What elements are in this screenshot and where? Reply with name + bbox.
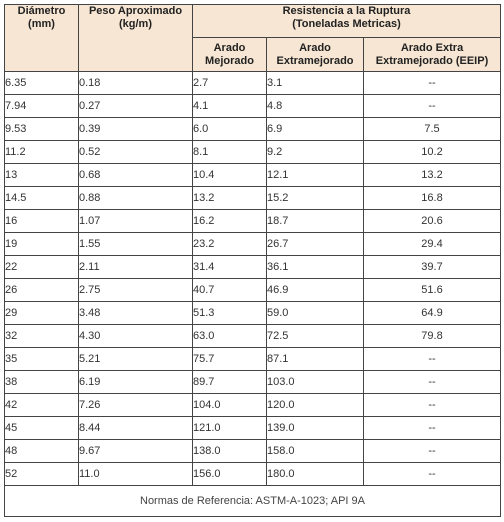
diameter-cell: 48 — [5, 440, 79, 463]
arado-extramejorado-cell: 139.0 — [267, 417, 364, 440]
arado-eeip-cell: 10.2 — [364, 141, 501, 164]
arado-mejorado-cell: 156.0 — [193, 463, 267, 486]
arado-extramejorado-cell: 36.1 — [267, 256, 364, 279]
table-row — [5, 187, 501, 210]
spec-table-container — [4, 4, 500, 517]
header-resistencia-unit: (Toneladas Metricas) — [292, 18, 401, 30]
arado-extramejorado-cell: 87.1 — [267, 348, 364, 371]
weight-cell: 0.39 — [79, 118, 193, 141]
header-resistencia — [193, 5, 501, 38]
weight-cell: 0.68 — [79, 164, 193, 187]
table-row — [5, 394, 501, 417]
table-row — [5, 302, 501, 325]
arado-mejorado-cell: 104.0 — [193, 394, 267, 417]
header-sub3-line2: Extramejorado (EEIP) — [375, 54, 489, 67]
table-row — [5, 95, 501, 118]
arado-eeip-cell: -- — [364, 440, 501, 463]
arado-mejorado-cell: 89.7 — [193, 371, 267, 394]
weight-cell: 5.21 — [79, 348, 193, 371]
diameter-cell: 42 — [5, 394, 79, 417]
arado-eeip-cell: -- — [364, 371, 501, 394]
table-row — [5, 463, 501, 486]
weight-cell: 2.75 — [79, 279, 193, 302]
weight-cell: 0.88 — [79, 187, 193, 210]
arado-eeip-cell: 7.5 — [364, 118, 501, 141]
arado-extramejorado-cell: 3.1 — [267, 72, 364, 95]
diameter-cell: 19 — [5, 233, 79, 256]
header-arado-extramejorado — [267, 38, 364, 72]
diameter-cell: 35 — [5, 348, 79, 371]
arado-mejorado-cell: 13.2 — [193, 187, 267, 210]
header-peso — [79, 5, 193, 72]
arado-eeip-cell: -- — [364, 348, 501, 371]
arado-extramejorado-cell: 12.1 — [267, 164, 364, 187]
arado-mejorado-cell: 40.7 — [193, 279, 267, 302]
arado-mejorado-cell: 10.4 — [193, 164, 267, 187]
weight-cell: 11.0 — [79, 463, 193, 486]
table-row — [5, 348, 501, 371]
diameter-cell: 9.53 — [5, 118, 79, 141]
table-body — [5, 72, 501, 486]
weight-cell: 0.27 — [79, 95, 193, 118]
diameter-cell: 7.94 — [5, 95, 79, 118]
header-sub1-line2: Mejorado — [205, 54, 254, 67]
header-peso-unit: (kg/m) — [119, 18, 152, 30]
header-row-main — [5, 5, 501, 38]
header-resistencia-label: Resistencia a la Ruptura — [282, 5, 411, 17]
arado-extramejorado-cell: 4.8 — [267, 95, 364, 118]
weight-cell: 2.11 — [79, 256, 193, 279]
arado-mejorado-cell: 138.0 — [193, 440, 267, 463]
arado-mejorado-cell: 6.0 — [193, 118, 267, 141]
reference-norms: Normas de Referencia: ASTM-A-1023; API 9A — [5, 486, 501, 517]
arado-eeip-cell: 20.6 — [364, 210, 501, 233]
arado-extramejorado-cell: 120.0 — [267, 394, 364, 417]
arado-eeip-cell: -- — [364, 72, 501, 95]
arado-extramejorado-cell: 9.2 — [267, 141, 364, 164]
arado-mejorado-cell: 2.7 — [193, 72, 267, 95]
weight-cell: 0.52 — [79, 141, 193, 164]
arado-eeip-cell: -- — [364, 463, 501, 486]
weight-cell: 4.30 — [79, 325, 193, 348]
diameter-cell: 52 — [5, 463, 79, 486]
arado-eeip-cell: -- — [364, 394, 501, 417]
header-peso-label: Peso Aproximado — [88, 5, 183, 17]
arado-eeip-cell: 79.8 — [364, 325, 501, 348]
table-row — [5, 371, 501, 394]
header-sub3-line1: Arado Extra — [400, 41, 464, 54]
diameter-cell: 14.5 — [5, 187, 79, 210]
table-row — [5, 440, 501, 463]
diameter-cell: 6.35 — [5, 72, 79, 95]
diameter-cell: 32 — [5, 325, 79, 348]
diameter-cell: 38 — [5, 371, 79, 394]
table-row — [5, 141, 501, 164]
arado-extramejorado-cell: 26.7 — [267, 233, 364, 256]
arado-extramejorado-cell: 59.0 — [267, 302, 364, 325]
arado-extramejorado-cell: 46.9 — [267, 279, 364, 302]
arado-eeip-cell: 51.6 — [364, 279, 501, 302]
table-row — [5, 279, 501, 302]
arado-extramejorado-cell: 180.0 — [267, 463, 364, 486]
table-row — [5, 325, 501, 348]
arado-mejorado-cell: 31.4 — [193, 256, 267, 279]
arado-mejorado-cell: 75.7 — [193, 348, 267, 371]
weight-cell: 9.67 — [79, 440, 193, 463]
header-diametro-label: Diámetro — [17, 5, 66, 17]
arado-extramejorado-cell: 158.0 — [267, 440, 364, 463]
arado-eeip-cell: 13.2 — [364, 164, 501, 187]
arado-extramejorado-cell: 15.2 — [267, 187, 364, 210]
diameter-cell: 16 — [5, 210, 79, 233]
table-row — [5, 72, 501, 95]
diameter-cell: 13 — [5, 164, 79, 187]
weight-cell: 8.44 — [79, 417, 193, 440]
header-sub2-line1: Arado — [299, 41, 331, 54]
arado-eeip-cell: 29.4 — [364, 233, 501, 256]
table-row — [5, 417, 501, 440]
arado-eeip-cell: 64.9 — [364, 302, 501, 325]
header-arado-extra-eeip — [364, 38, 501, 72]
diameter-cell: 11.2 — [5, 141, 79, 164]
arado-mejorado-cell: 121.0 — [193, 417, 267, 440]
footer-row — [5, 486, 501, 517]
header-sub1-line1: Arado — [213, 41, 246, 54]
header-diametro — [5, 5, 79, 72]
weight-cell: 1.07 — [79, 210, 193, 233]
arado-mejorado-cell: 63.0 — [193, 325, 267, 348]
arado-mejorado-cell: 23.2 — [193, 233, 267, 256]
arado-mejorado-cell: 8.1 — [193, 141, 267, 164]
table-row — [5, 164, 501, 187]
table-row — [5, 233, 501, 256]
arado-extramejorado-cell: 18.7 — [267, 210, 364, 233]
weight-cell: 6.19 — [79, 371, 193, 394]
header-arado-mejorado — [193, 38, 267, 72]
diameter-cell: 45 — [5, 417, 79, 440]
wire-rope-spec-table — [4, 4, 501, 517]
diameter-cell: 29 — [5, 302, 79, 325]
arado-eeip-cell: 16.8 — [364, 187, 501, 210]
arado-mejorado-cell: 4.1 — [193, 95, 267, 118]
arado-mejorado-cell: 51.3 — [193, 302, 267, 325]
table-row — [5, 118, 501, 141]
diameter-cell: 26 — [5, 279, 79, 302]
weight-cell: 7.26 — [79, 394, 193, 417]
arado-eeip-cell: 39.7 — [364, 256, 501, 279]
arado-extramejorado-cell: 6.9 — [267, 118, 364, 141]
header-diametro-unit: (mm) — [28, 18, 55, 30]
table-row — [5, 256, 501, 279]
weight-cell: 1.55 — [79, 233, 193, 256]
header-sub2-line2: Extramejorado — [276, 54, 354, 67]
arado-extramejorado-cell: 72.5 — [267, 325, 364, 348]
weight-cell: 3.48 — [79, 302, 193, 325]
arado-extramejorado-cell: 103.0 — [267, 371, 364, 394]
arado-eeip-cell: -- — [364, 417, 501, 440]
diameter-cell: 22 — [5, 256, 79, 279]
arado-eeip-cell: -- — [364, 95, 501, 118]
table-row — [5, 210, 501, 233]
arado-mejorado-cell: 16.2 — [193, 210, 267, 233]
weight-cell: 0.18 — [79, 72, 193, 95]
